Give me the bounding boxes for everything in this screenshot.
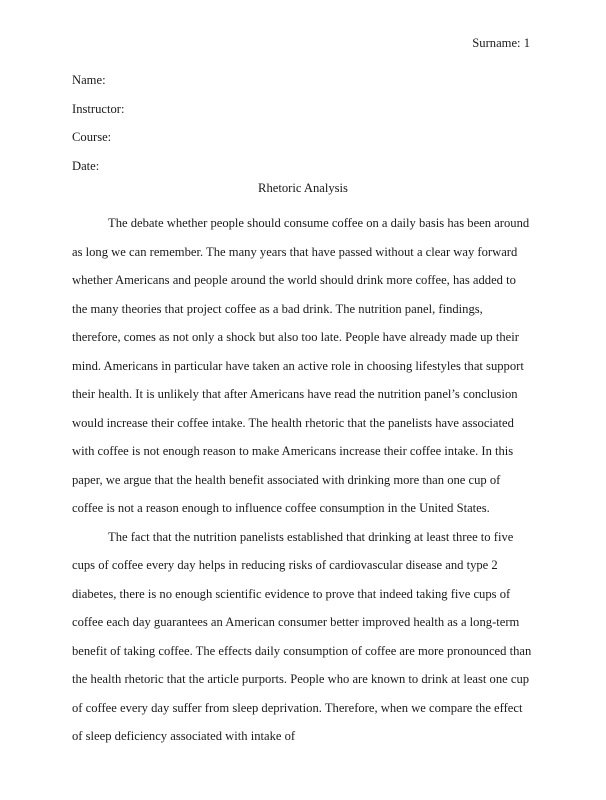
- name-line: Name:: [72, 73, 106, 87]
- date-line: Date:: [72, 158, 100, 173]
- instructor-line: Instructor:: [72, 101, 125, 116]
- student-info-block: [72, 72, 532, 186]
- course-line: Course:: [72, 130, 112, 144]
- paragraph-1: The debate whether people should consume coffee on a daily basis has been around as long we can remember. The many years that have passed without a clear way forward whether Americans and people around the world should drink more coffee, has added to the many theories that project coffee as a bad drink. The nutrition panel, findings, therefore, comes as not only a shock but also too late. People have already made up their mind. Americans in particular have taken an active role in choosing lifestyles that support their health. It is unlikely that after Americans have read the nutrition panel’s conclusion would increase their coffee intake. The health rhetoric that the panelists have associated with coffee is not enough reason to make Americans increase their coffee intake. In this paper, we argue that the health benefit associated with drinking more than one cup of coffee is not a reason enough to influence coffee consumption in the United States.: [72, 216, 530, 515]
- document-body: [72, 209, 534, 751]
- document-title: Rhetoric Analysis: [258, 181, 348, 195]
- paragraph-2: The fact that the nutrition panelists established that drinking at least three to five cups of coffee every day helps in reducing risks of cardiovascular disease and type 2 diabetes, there is no enough scientific evidence to prove that indeed taking five cups of coffee each day guarantees an American consumer better improved health as a long-term benefit of taking coffee. The effects daily consumption of coffee are more pronounced than the health rhetoric that the article purports. People who are known to drink at least one cup of coffee every day suffer from sleep deprivation. Therefore, when we compare the effect of sleep deficiency associated with intake of: [72, 529, 532, 743]
- running-head: Surname: 1: [472, 36, 530, 50]
